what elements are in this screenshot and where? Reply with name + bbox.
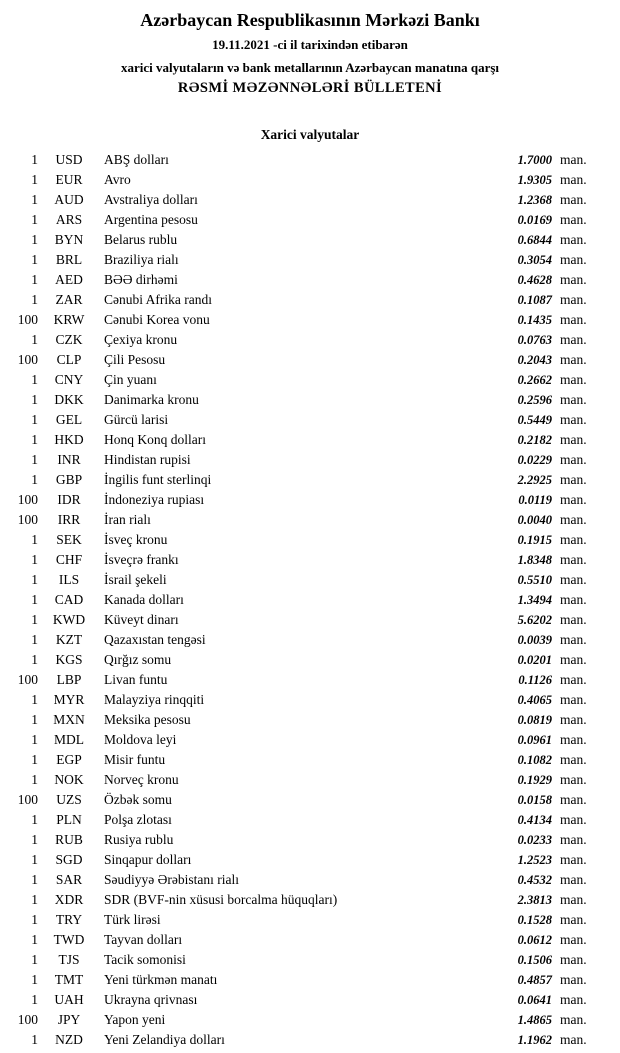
rate-quantity: 100 bbox=[17, 672, 38, 687]
section-title-foreign-currencies: Xarici valyutalar bbox=[260, 127, 360, 142]
currency-name: İngilis funt sterlinqi bbox=[104, 472, 212, 487]
rate-unit: man. bbox=[560, 872, 587, 887]
rate-quantity: 1 bbox=[31, 692, 38, 707]
rate-quantity: 1 bbox=[31, 752, 38, 767]
rate-unit: man. bbox=[560, 592, 587, 607]
rate-value: 1.2368 bbox=[517, 192, 552, 207]
rate-value: 0.1087 bbox=[517, 292, 552, 307]
currency-code: SEK bbox=[56, 532, 82, 547]
currency-name: Özbək somu bbox=[104, 792, 172, 807]
bank-title: Azərbaycan Respublikasının Mərkəzi Bankı bbox=[140, 10, 480, 30]
rate-quantity: 1 bbox=[31, 772, 38, 787]
currency-name: İsveç kronu bbox=[104, 532, 168, 547]
rate-unit: man. bbox=[560, 1012, 587, 1027]
rate-unit: man. bbox=[560, 312, 587, 327]
rate-value: 0.0233 bbox=[517, 832, 552, 847]
rate-row bbox=[8, 450, 594, 470]
rate-value: 0.2596 bbox=[517, 392, 552, 407]
rate-value: 0.4532 bbox=[517, 872, 552, 887]
rate-value: 0.5449 bbox=[517, 412, 552, 427]
currency-code: DKK bbox=[54, 392, 84, 407]
rate-quantity: 1 bbox=[31, 232, 38, 247]
rate-row bbox=[8, 550, 594, 570]
currency-name: SDR (BVF-nin xüsusi borcalma hüquqları) bbox=[104, 892, 338, 907]
rate-quantity: 1 bbox=[31, 452, 38, 467]
currency-name: Sinqapur dolları bbox=[104, 852, 192, 867]
rate-unit: man. bbox=[560, 892, 587, 907]
rate-quantity: 1 bbox=[31, 532, 38, 547]
rate-quantity: 1 bbox=[31, 832, 38, 847]
rate-row bbox=[8, 990, 594, 1010]
rate-unit: man. bbox=[560, 392, 587, 407]
currency-code: USD bbox=[55, 152, 83, 167]
rate-value: 0.1126 bbox=[518, 672, 552, 687]
currency-name: Kanada dolları bbox=[104, 592, 184, 607]
currency-code: ILS bbox=[58, 572, 80, 587]
rate-row bbox=[8, 810, 594, 830]
currency-code: TMT bbox=[54, 972, 84, 987]
currency-code: HKD bbox=[54, 432, 84, 447]
currency-name: Tayvan dolları bbox=[104, 932, 183, 947]
rate-unit: man. bbox=[560, 912, 587, 927]
currency-code: LBP bbox=[56, 672, 82, 687]
currency-code: PLN bbox=[56, 812, 82, 827]
rate-row bbox=[8, 510, 594, 530]
currency-code: MYR bbox=[53, 692, 85, 707]
rate-quantity: 1 bbox=[31, 292, 38, 307]
rate-unit: man. bbox=[560, 532, 587, 547]
rate-unit: man. bbox=[560, 732, 587, 747]
currency-code: ARS bbox=[55, 212, 83, 227]
rate-quantity: 1 bbox=[31, 192, 38, 207]
currency-code: UZS bbox=[56, 792, 82, 807]
currency-name: Polşa zlotası bbox=[104, 812, 172, 827]
currency-code: INR bbox=[57, 452, 81, 467]
currency-code: KGS bbox=[55, 652, 83, 667]
rate-row bbox=[8, 670, 594, 690]
rate-row bbox=[8, 270, 594, 290]
rate-unit: man. bbox=[560, 712, 587, 727]
currency-name: Gürcü larisi bbox=[104, 412, 169, 427]
currency-name: Danimarka kronu bbox=[104, 392, 199, 407]
rate-value: 0.3054 bbox=[517, 252, 552, 267]
currency-name: İsveçrə frankı bbox=[104, 552, 179, 567]
rate-unit: man. bbox=[560, 372, 587, 387]
rate-quantity: 1 bbox=[31, 332, 38, 347]
rate-unit: man. bbox=[560, 632, 587, 647]
rate-row bbox=[8, 970, 594, 990]
currency-code: BRL bbox=[55, 252, 83, 267]
currency-name: Misir funtu bbox=[104, 752, 166, 767]
rate-value: 0.6844 bbox=[517, 232, 552, 247]
rate-quantity: 1 bbox=[31, 372, 38, 387]
rate-row bbox=[8, 230, 594, 250]
rate-quantity: 1 bbox=[31, 872, 38, 887]
rate-value: 0.0763 bbox=[517, 332, 552, 347]
rate-row bbox=[8, 930, 594, 950]
rate-row bbox=[8, 330, 594, 350]
currency-name: Hindistan rupisi bbox=[104, 452, 191, 467]
rate-unit: man. bbox=[560, 432, 587, 447]
rate-value: 1.7000 bbox=[517, 152, 552, 167]
rate-unit: man. bbox=[560, 552, 587, 567]
rate-value: 0.0158 bbox=[517, 792, 552, 807]
rate-value: 0.0229 bbox=[517, 452, 552, 467]
rate-row bbox=[8, 290, 594, 310]
rate-quantity: 1 bbox=[31, 392, 38, 407]
rate-unit: man. bbox=[560, 512, 587, 527]
rate-quantity: 1 bbox=[31, 592, 38, 607]
rate-row bbox=[8, 770, 594, 790]
rate-row bbox=[8, 170, 594, 190]
rate-value: 0.4065 bbox=[517, 692, 552, 707]
rate-quantity: 1 bbox=[31, 892, 38, 907]
currency-name: İsrail şekeli bbox=[104, 572, 167, 587]
currency-name: İndoneziya rupiası bbox=[104, 492, 205, 507]
rate-quantity: 100 bbox=[17, 312, 38, 327]
currency-code: ZAR bbox=[55, 292, 83, 307]
rate-value: 0.0169 bbox=[517, 212, 552, 227]
currency-name: Tacik somonisi bbox=[104, 952, 186, 967]
rate-quantity: 1 bbox=[31, 432, 38, 447]
rate-row bbox=[8, 570, 594, 590]
currency-code: TRY bbox=[55, 912, 83, 927]
currency-name: Cənubi Afrika randı bbox=[104, 292, 212, 307]
rate-value: 0.0961 bbox=[517, 732, 552, 747]
currency-code: NOK bbox=[54, 772, 84, 787]
rate-unit: man. bbox=[560, 792, 587, 807]
rate-row bbox=[8, 190, 594, 210]
currency-name: Meksika pesosu bbox=[104, 712, 191, 727]
rate-value: 0.1915 bbox=[517, 532, 552, 547]
currency-name: Çin yuanı bbox=[104, 372, 157, 387]
rate-value: 1.4865 bbox=[517, 1012, 552, 1027]
rate-quantity: 100 bbox=[17, 1012, 38, 1027]
rate-row bbox=[8, 830, 594, 850]
currency-name: Qırğız somu bbox=[104, 652, 172, 667]
rate-value: 0.2662 bbox=[517, 372, 552, 387]
rate-unit: man. bbox=[560, 612, 587, 627]
rate-unit: man. bbox=[560, 952, 587, 967]
scope-line: xarici valyutaların və bank metallarının Azərbaycan manatına qarşı bbox=[120, 60, 500, 75]
currency-code: RUB bbox=[55, 832, 83, 847]
rate-quantity: 1 bbox=[31, 252, 38, 267]
rate-unit: man. bbox=[560, 992, 587, 1007]
currency-name: Ukrayna qrivnası bbox=[104, 992, 198, 1007]
rate-row bbox=[8, 750, 594, 770]
currency-code: TJS bbox=[58, 952, 80, 967]
rate-value: 1.1962 bbox=[517, 1032, 552, 1047]
rate-unit: man. bbox=[560, 672, 587, 687]
rate-quantity: 1 bbox=[31, 472, 38, 487]
effective-date-line: 19.11.2021 -ci il tarixindən etibarən bbox=[212, 37, 408, 52]
currency-code: SAR bbox=[55, 872, 83, 887]
rate-row bbox=[8, 790, 594, 810]
bulletin-header bbox=[0, 10, 620, 97]
rate-quantity: 1 bbox=[31, 732, 38, 747]
rate-unit: man. bbox=[560, 332, 587, 347]
currency-code: MXN bbox=[53, 712, 85, 727]
rate-value: 0.0641 bbox=[517, 992, 552, 1007]
rate-quantity: 1 bbox=[31, 712, 38, 727]
rate-quantity: 100 bbox=[17, 792, 38, 807]
rate-unit: man. bbox=[560, 192, 587, 207]
rate-row bbox=[8, 350, 594, 370]
rate-row bbox=[8, 650, 594, 670]
rate-unit: man. bbox=[560, 252, 587, 267]
rate-value: 0.1082 bbox=[517, 752, 552, 767]
currency-code: GEL bbox=[55, 412, 83, 427]
rate-row bbox=[8, 370, 594, 390]
rate-quantity: 1 bbox=[31, 992, 38, 1007]
rate-row bbox=[8, 1010, 594, 1030]
rate-row bbox=[8, 490, 594, 510]
rate-value: 1.3494 bbox=[517, 592, 552, 607]
rate-quantity: 100 bbox=[17, 492, 38, 507]
rate-value: 1.2523 bbox=[517, 852, 552, 867]
rate-value: 0.4134 bbox=[517, 812, 552, 827]
currency-code: EGP bbox=[56, 752, 82, 767]
rate-unit: man. bbox=[560, 352, 587, 367]
currency-code: KWD bbox=[52, 612, 86, 627]
rate-value: 0.0201 bbox=[517, 652, 552, 667]
currency-name: Yeni Zelandiya dolları bbox=[104, 1032, 225, 1047]
currency-name: Avstraliya dolları bbox=[104, 192, 198, 207]
currency-code: NZD bbox=[55, 1032, 83, 1047]
currency-name: BƏƏ dirhəmi bbox=[104, 272, 178, 287]
rate-quantity: 1 bbox=[31, 912, 38, 927]
rate-unit: man. bbox=[560, 232, 587, 247]
rate-value: 0.0039 bbox=[517, 632, 552, 647]
rate-row bbox=[8, 910, 594, 930]
rate-row bbox=[8, 890, 594, 910]
rate-row bbox=[8, 590, 594, 610]
rate-row bbox=[8, 470, 594, 490]
rate-row bbox=[8, 1030, 594, 1050]
rate-value: 0.4628 bbox=[517, 272, 552, 287]
rate-quantity: 1 bbox=[31, 952, 38, 967]
currency-name: Rusiya rublu bbox=[104, 832, 174, 847]
rate-row bbox=[8, 610, 594, 630]
currency-name: Honq Konq dolları bbox=[104, 432, 206, 447]
rate-unit: man. bbox=[560, 472, 587, 487]
rate-value: 0.1528 bbox=[517, 912, 552, 927]
rate-unit: man. bbox=[560, 652, 587, 667]
rate-row bbox=[8, 430, 594, 450]
rate-value: 0.0819 bbox=[517, 712, 552, 727]
rate-unit: man. bbox=[560, 572, 587, 587]
currency-code: SGD bbox=[55, 852, 83, 867]
rate-value: 5.6202 bbox=[517, 612, 552, 627]
rate-quantity: 1 bbox=[31, 932, 38, 947]
rate-quantity: 1 bbox=[31, 552, 38, 567]
currency-code: EUR bbox=[55, 172, 83, 187]
rate-value: 0.1435 bbox=[517, 312, 552, 327]
rate-quantity: 1 bbox=[31, 632, 38, 647]
currency-name: İran rialı bbox=[104, 512, 151, 527]
rate-value: 0.5510 bbox=[517, 572, 552, 587]
rate-row bbox=[8, 730, 594, 750]
currency-name: Argentina pesosu bbox=[104, 212, 198, 227]
rate-row bbox=[8, 870, 594, 890]
rate-unit: man. bbox=[560, 1032, 587, 1047]
rate-row bbox=[8, 630, 594, 650]
rate-value: 0.4857 bbox=[517, 972, 552, 987]
currency-code: CAD bbox=[54, 592, 84, 607]
rate-quantity: 1 bbox=[31, 1032, 38, 1047]
rate-value: 0.2043 bbox=[517, 352, 552, 367]
currency-code: CZK bbox=[55, 332, 83, 347]
rate-unit: man. bbox=[560, 972, 587, 987]
rate-unit: man. bbox=[560, 492, 587, 507]
currency-code: CNY bbox=[54, 372, 84, 387]
currency-name: Livan funtu bbox=[104, 672, 168, 687]
currency-name: Belarus rublu bbox=[104, 232, 178, 247]
currency-code: UAH bbox=[54, 992, 84, 1007]
rate-quantity: 1 bbox=[31, 852, 38, 867]
currency-name: Türk lirəsi bbox=[104, 912, 161, 927]
rate-value: 1.9305 bbox=[517, 172, 552, 187]
currency-name: Moldova leyi bbox=[104, 732, 177, 747]
rate-quantity: 1 bbox=[31, 572, 38, 587]
currency-code: AED bbox=[55, 272, 83, 287]
currency-name: Çexiya kronu bbox=[104, 332, 178, 347]
currency-name: Malayziya rinqqiti bbox=[104, 692, 205, 707]
currency-name: Yapon yeni bbox=[104, 1012, 166, 1027]
rate-row bbox=[8, 150, 594, 170]
rate-value: 0.0612 bbox=[517, 932, 552, 947]
rate-row bbox=[8, 250, 594, 270]
currency-code: MDL bbox=[54, 732, 84, 747]
rate-quantity: 1 bbox=[31, 272, 38, 287]
currency-code: IDR bbox=[57, 492, 81, 507]
currency-name: Küveyt dinarı bbox=[104, 612, 179, 627]
rate-row bbox=[8, 390, 594, 410]
rate-quantity: 1 bbox=[31, 412, 38, 427]
rate-unit: man. bbox=[560, 412, 587, 427]
currency-code: KZT bbox=[55, 632, 83, 647]
rate-row bbox=[8, 710, 594, 730]
rate-row bbox=[8, 950, 594, 970]
rate-value: 0.2182 bbox=[517, 432, 552, 447]
rate-row bbox=[8, 210, 594, 230]
bulletin-title: RƏSMİ MƏZƏNNƏLƏRİ BÜLLETENİ bbox=[177, 80, 443, 96]
rate-quantity: 100 bbox=[17, 512, 38, 527]
rate-value: 2.3813 bbox=[517, 892, 552, 907]
currency-name: Yeni türkmən manatı bbox=[104, 972, 218, 987]
currency-code: CHF bbox=[55, 552, 83, 567]
rate-unit: man. bbox=[560, 292, 587, 307]
rate-row bbox=[8, 410, 594, 430]
rate-value: 0.1506 bbox=[517, 952, 552, 967]
rate-quantity: 1 bbox=[31, 172, 38, 187]
rate-value: 0.0040 bbox=[517, 512, 552, 527]
rate-quantity: 1 bbox=[31, 152, 38, 167]
currency-code: TWD bbox=[53, 932, 85, 947]
rate-unit: man. bbox=[560, 172, 587, 187]
rate-quantity: 1 bbox=[31, 652, 38, 667]
rate-quantity: 1 bbox=[31, 812, 38, 827]
rate-quantity: 1 bbox=[31, 212, 38, 227]
currency-code: GBP bbox=[55, 472, 83, 487]
currency-code: XDR bbox=[54, 892, 84, 907]
rate-quantity: 1 bbox=[31, 612, 38, 627]
currency-code: IRR bbox=[57, 512, 81, 527]
rate-value: 0.1929 bbox=[517, 772, 552, 787]
rate-unit: man. bbox=[560, 932, 587, 947]
rate-row bbox=[8, 690, 594, 710]
currency-code: KRW bbox=[53, 312, 85, 327]
currency-name: Səudiyyə Ərəbistanı rialı bbox=[104, 872, 239, 887]
currency-code: JPY bbox=[57, 1012, 81, 1027]
currency-code: CLP bbox=[56, 352, 82, 367]
rate-unit: man. bbox=[560, 772, 587, 787]
currency-name: Norveç kronu bbox=[104, 772, 179, 787]
currency-name: ABŞ dolları bbox=[104, 152, 169, 167]
rate-unit: man. bbox=[560, 452, 587, 467]
rate-unit: man. bbox=[560, 852, 587, 867]
currency-name: Avro bbox=[104, 172, 131, 187]
rate-row bbox=[8, 310, 594, 330]
currency-name: Cənubi Korea vonu bbox=[104, 312, 210, 327]
rate-unit: man. bbox=[560, 752, 587, 767]
rate-value: 0.0119 bbox=[518, 492, 552, 507]
currency-name: Qazaxıstan tengəsi bbox=[104, 632, 206, 647]
rate-quantity: 100 bbox=[17, 352, 38, 367]
rate-value: 1.8348 bbox=[517, 552, 552, 567]
rate-unit: man. bbox=[560, 272, 587, 287]
rate-value: 2.2925 bbox=[517, 472, 552, 487]
rate-unit: man. bbox=[560, 212, 587, 227]
rate-unit: man. bbox=[560, 832, 587, 847]
currency-code: AUD bbox=[54, 192, 84, 207]
rate-quantity: 1 bbox=[31, 972, 38, 987]
currency-name: Çili Pesosu bbox=[104, 352, 166, 367]
rate-unit: man. bbox=[560, 152, 587, 167]
rate-row bbox=[8, 850, 594, 870]
rate-unit: man. bbox=[560, 812, 587, 827]
currency-code: BYN bbox=[54, 232, 84, 247]
rate-unit: man. bbox=[560, 692, 587, 707]
rate-row bbox=[8, 530, 594, 550]
rates-table bbox=[0, 150, 620, 1050]
currency-name: Braziliya rialı bbox=[104, 252, 179, 267]
